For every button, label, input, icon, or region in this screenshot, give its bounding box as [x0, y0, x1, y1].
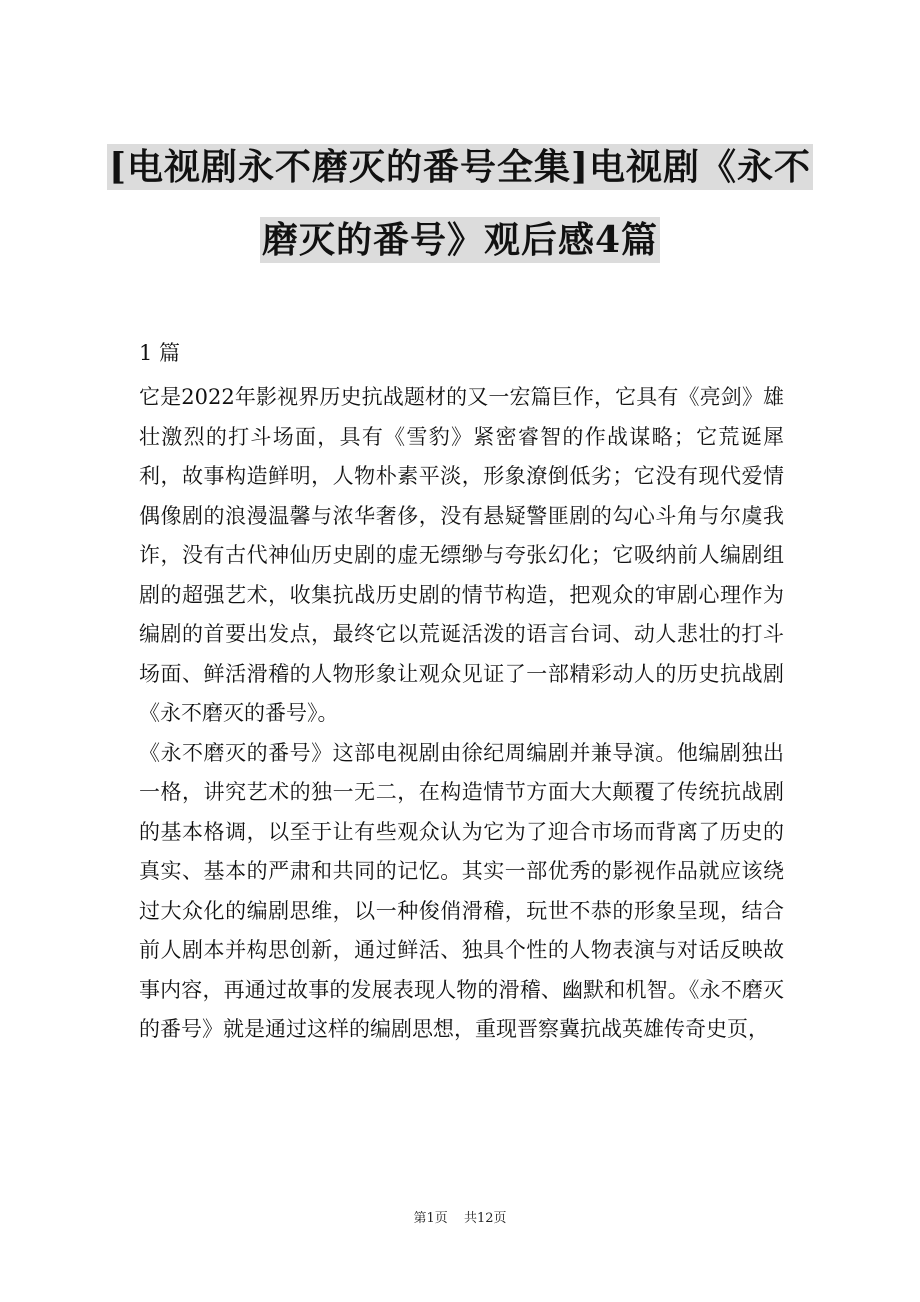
page-number: 第1页 [413, 1211, 448, 1226]
paragraph-2: 《永不磨灭的番号》这部电视剧由徐纪周编剧并兼导演。他编剧独出一格，讲究艺术的独一无二，在构造情节方面大大颠覆了传统抗战剧的基本格调，以至于让有些观众认为它为了迎合市场而背离了历史的真实、基本的严肃和共同的记忆。其实一部优秀的影视作品就应该绕过大众化的编剧思维，以一种俊俏滑稽，玩世不恭的形象呈现，结合前人剧本并构思创新，通过鲜活、独具个性的人物表演与对话反映故事内容，再通过故事的发展表现人物的滑稽、幽默和机智。《永不磨灭的番号》就是通过这样的编剧思想，重现晋察冀抗战英雄传奇史页， [139, 740, 784, 1041]
document-title [0, 142, 920, 265]
title-line-1 [0, 142, 920, 192]
paragraph-1: 它是2022年影视界历史抗战题材的又一宏篇巨作，它具有《亮剑》雄壮激烈的打斗场面，具有《雪豹》紧密睿智的作战谋略；它荒诞犀利，故事构造鲜明，人物朴素平淡，形象潦倒低劣；它没有现代爱情偶像剧的浪漫温馨与浓华奢侈，没有悬疑警匪剧的勾心斗角与尔虞我诈，没有古代神仙历史剧的虚无缥缈与夸张幻化；它吸纳前人编剧组剧的超强艺术，收集抗战历史剧的情节构造，把观众的审剧心理作为编剧的首要出发点，最终它以荒诞活泼的语言台词、动人悲壮的打斗场面、鲜活滑稽的人物形象让观众见证了一部精彩动人的历史抗战剧《永不磨灭的番号》。 [139, 385, 784, 725]
section-heading: 1 篇 [139, 341, 181, 365]
title-line-1-text: [电视剧永不磨灭的番号全集]电视剧《永不 [108, 146, 812, 189]
document-body [139, 378, 784, 1050]
page-footer [0, 1207, 920, 1226]
title-line-2-text: 磨灭的番号》观后感4篇 [261, 219, 659, 262]
page-total: 共12页 [463, 1211, 507, 1226]
title-line-2 [0, 215, 920, 265]
